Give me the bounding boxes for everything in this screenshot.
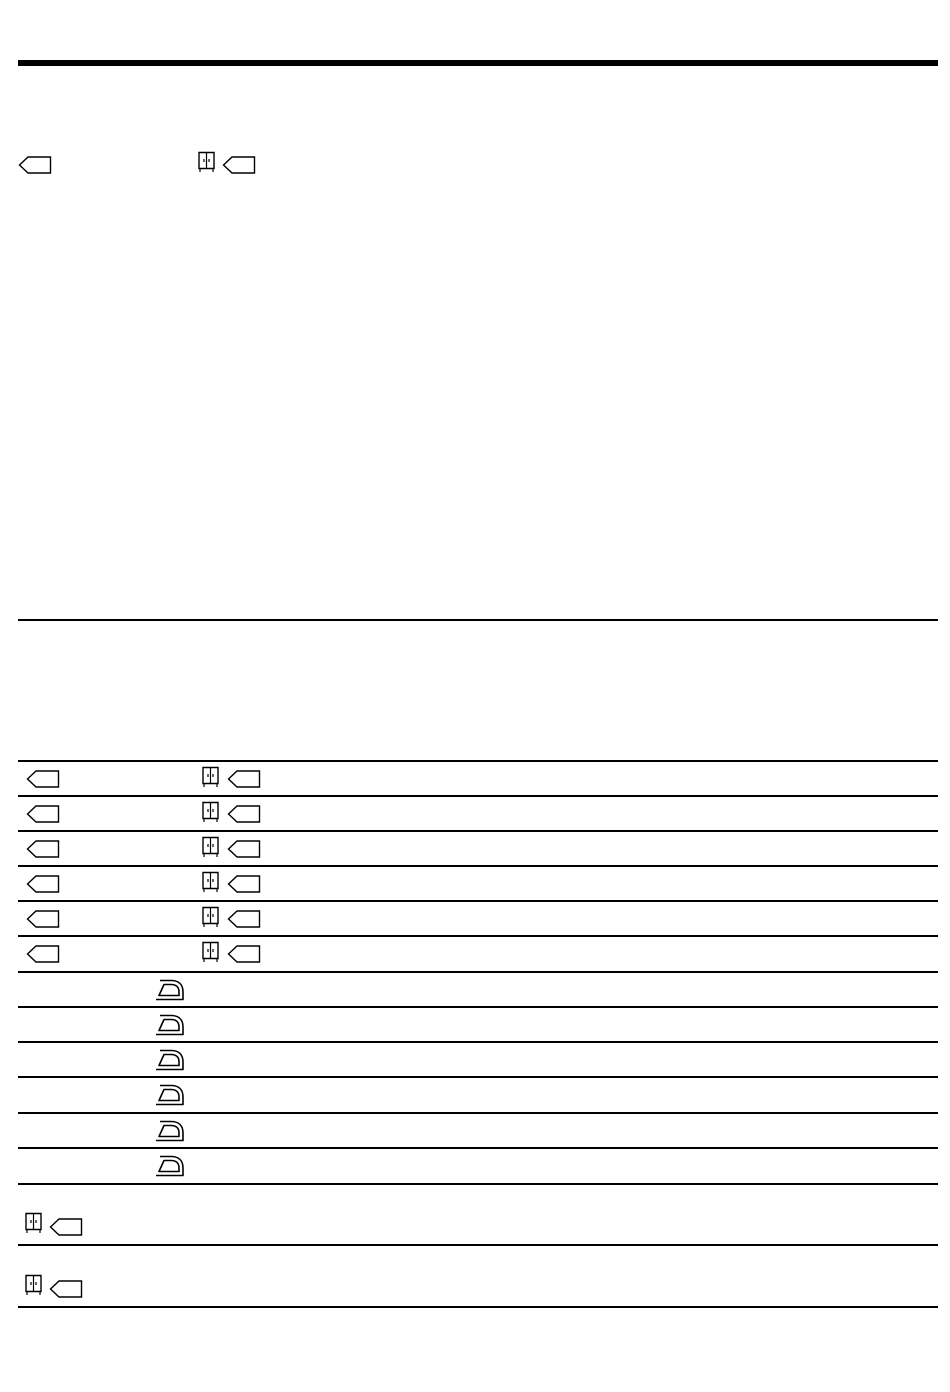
- table-row-divider: [18, 795, 938, 797]
- tag-icon: [49, 1279, 83, 1299]
- iron-icon: [154, 1119, 186, 1143]
- cupboard-icon: [201, 941, 221, 963]
- tag-icon: [227, 909, 261, 929]
- tag-icon: [227, 874, 261, 894]
- tag-icon: [227, 804, 261, 824]
- cupboard-icon: [201, 801, 221, 823]
- tag-icon: [227, 839, 261, 859]
- iron-icon: [154, 1083, 186, 1107]
- table-row-divider: [18, 1041, 938, 1043]
- tag-icon: [222, 155, 256, 175]
- cupboard-icon: [201, 906, 221, 928]
- cupboard-icon: [24, 1212, 44, 1234]
- table-row-divider: [18, 1006, 938, 1008]
- header-rule: [18, 60, 938, 66]
- table-row-divider: [18, 1147, 938, 1149]
- iron-icon: [154, 1154, 186, 1178]
- table-row-divider: [18, 1183, 938, 1185]
- table-row-divider: [18, 971, 938, 973]
- iron-icon: [154, 978, 186, 1002]
- tag-icon: [26, 909, 60, 929]
- iron-icon: [154, 1013, 186, 1037]
- table-row-divider: [18, 1076, 938, 1078]
- tag-icon: [26, 839, 60, 859]
- tag-icon: [18, 155, 52, 175]
- table-row-divider: [18, 1244, 938, 1246]
- tag-icon: [26, 944, 60, 964]
- table-row-divider: [18, 1306, 938, 1308]
- tag-icon: [49, 1217, 83, 1237]
- tag-icon: [227, 769, 261, 789]
- table-row-divider: [18, 1112, 938, 1114]
- tag-icon: [26, 874, 60, 894]
- tag-icon: [26, 769, 60, 789]
- table-row-divider: [18, 830, 938, 832]
- tag-icon: [227, 944, 261, 964]
- cupboard-icon: [201, 871, 221, 893]
- cupboard-icon: [201, 836, 221, 858]
- cupboard-icon: [197, 151, 217, 173]
- table-row-divider: [18, 935, 938, 937]
- cupboard-icon: [201, 766, 221, 788]
- cupboard-icon: [24, 1274, 44, 1296]
- table-row-divider: [18, 865, 938, 867]
- section-divider: [18, 619, 938, 621]
- tag-icon: [26, 804, 60, 824]
- table-row-divider: [18, 900, 938, 902]
- iron-icon: [154, 1048, 186, 1072]
- table-row-divider: [18, 760, 938, 762]
